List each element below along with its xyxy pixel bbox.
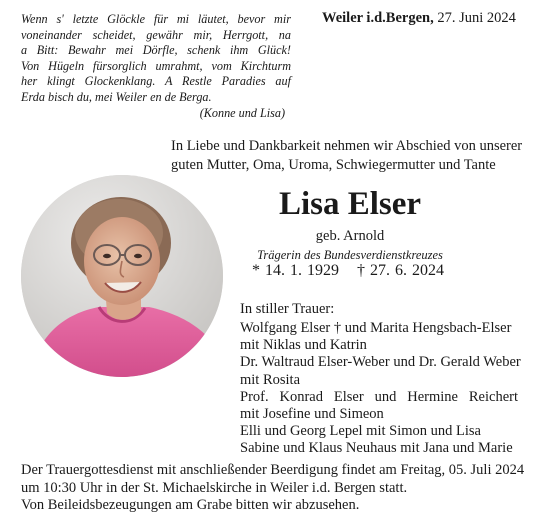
- life-dates: [252, 262, 444, 280]
- intro-text: [171, 137, 531, 175]
- mourner-line: Wolfgang Elser † und Marita Hengsbach-Elser: [240, 320, 512, 336]
- service-notice: [21, 462, 541, 515]
- mourner-line: Sabine und Klaus Neuhaus mit Jana und Marie: [240, 440, 513, 457]
- intro-line: In Liebe und Dankbarkeit nehmen wir Abschied von unserer: [171, 138, 523, 154]
- poem-line: voneinander scheidet, gewähr mir, Herrgott, na: [21, 27, 291, 42]
- dateline-place: Weiler i.d.Bergen,: [322, 10, 434, 26]
- poem-line: a Bitt: Bewahr mei Dörfle, schenk ihm Glück!: [21, 43, 291, 58]
- intro-line: guten Mutter, Oma, Uroma, Schwiegermutter und Tante: [171, 157, 496, 173]
- dateline-date: 27. Juni 2024: [437, 10, 516, 26]
- mourner-line: Prof. Konrad Elser und Hermine Reichert: [240, 388, 518, 405]
- mourner-line: mit Niklas und Katrin: [240, 337, 367, 354]
- service-line: um 10:30 Uhr in der St. Michaelskirche in Weiler i.d. Bergen statt.: [21, 479, 408, 496]
- mourners-list: [240, 320, 521, 458]
- poem-line: Erda bisch du, mei Weiler en de Berga.: [21, 89, 212, 104]
- poem-line: her klingt Glockenklang. A Restle Paradies auf: [21, 74, 291, 89]
- poem-line: Wenn s' letzte Glöckle für mi läutet, bevor mir: [21, 12, 291, 26]
- poem: [21, 12, 291, 121]
- deceased-born-name: geb. Arnold: [315, 228, 385, 244]
- service-line: Der Trauergottesdienst mit anschließender Beerdigung findet am Freitag, 05. Juli 2024: [21, 462, 525, 478]
- mourner-line: mit Josefine und Simeon: [240, 406, 384, 423]
- mourner-line: Dr. Waltraud Elser-Weber und Dr. Gerald Weber: [240, 354, 521, 371]
- condolence-line: Von Beileidsbezeugungen am Grabe bitten wir abzusehen.: [21, 497, 360, 513]
- mourner-line: Elli und Georg Lepel mit Simon und Lisa: [240, 423, 481, 440]
- poem-line: Von Hügeln fürsorglich umrahmt, vom Kirchturm: [21, 58, 291, 73]
- birth-date: * 14. 1. 1929: [252, 262, 339, 279]
- portrait-photo: [21, 175, 223, 377]
- dateline: [322, 10, 516, 27]
- deceased-award: Trägerin des Bundesverdienstkreuzes: [257, 248, 443, 262]
- deceased-name: Lisa Elser: [278, 186, 422, 222]
- poem-authors: (Konne und Lisa): [199, 105, 285, 120]
- portrait-illustration: [21, 175, 223, 377]
- death-date: † 27. 6. 2024: [357, 262, 444, 279]
- mourner-line: mit Rosita: [240, 371, 301, 388]
- mourners-heading: In stiller Trauer:: [240, 301, 335, 317]
